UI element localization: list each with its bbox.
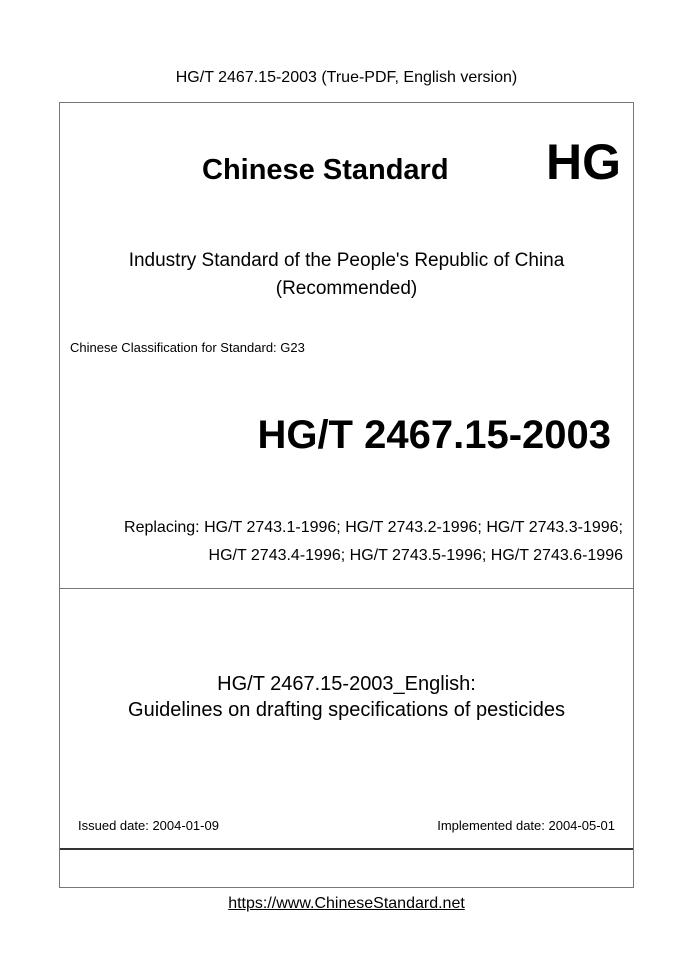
industry-standard-text xyxy=(60,247,633,303)
standard-number: HG/T 2467.15-2003 xyxy=(257,413,611,457)
title-row xyxy=(60,134,633,194)
bottom-divider xyxy=(60,848,633,850)
website-link[interactable]: https://www.ChineseStandard.net xyxy=(228,895,465,912)
replacing-line-2: HG/T 2743.4-1996; HG/T 2743.5-1996; HG/T 2743.6-1996 xyxy=(208,547,623,564)
industry-line-1: Industry Standard of the People's Republic of China xyxy=(128,250,565,271)
document-title xyxy=(60,671,633,723)
cover-frame xyxy=(59,102,634,888)
document-title-line-2: Guidelines on drafting specifications of pesticides xyxy=(128,699,565,721)
middle-divider xyxy=(60,588,633,589)
page-header: HG/T 2467.15-2003 (True-PDF, English version) xyxy=(175,69,518,86)
footer xyxy=(0,894,693,914)
issued-date: Issued date: 2004-01-09 xyxy=(78,818,219,833)
implemented-date: Implemented date: 2004-05-01 xyxy=(437,818,615,833)
document-title-line-1: HG/T 2467.15-2003_English: xyxy=(217,673,476,695)
cover-heading: Chinese Standard xyxy=(202,154,449,186)
industry-line-2: (Recommended) xyxy=(275,278,418,299)
classification-text: Chinese Classification for Standard: G23 xyxy=(70,340,305,355)
hg-mark: HG xyxy=(546,134,621,190)
replacing-line-1: Replacing: HG/T 2743.1-1996; HG/T 2743.2-1996; HG/T 2743.3-1996; xyxy=(124,519,623,536)
replacing-text xyxy=(124,514,623,570)
